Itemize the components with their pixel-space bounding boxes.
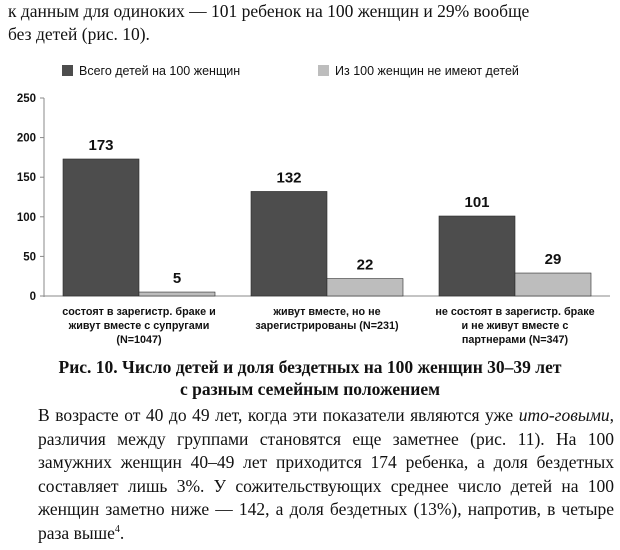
legend-swatch-total xyxy=(62,65,73,76)
paragraph-top-line-1: к данным для одиноких — 101 ребенок на 100 женщин и 29% вообще xyxy=(8,1,530,21)
paragraph-bottom-s2: , различия между группами становятся еще заметнее (рис. 11). На 100 замужних женщин 40–49 лет приходится 174 ребенка, а доля бездетных составляет лишь 3%. У сожительствующих среднее число детей на 100 женщин заметно ниже — 142, а доля бездетных (13%), напротив, в четыре раза выше xyxy=(38,405,614,543)
caption-line-2: с разным семейным положением xyxy=(179,379,441,399)
bar-total-0 xyxy=(63,159,139,296)
x-category-label: (N=1047) xyxy=(116,334,162,346)
data-label-total-1: 132 xyxy=(276,169,302,187)
y-tick-label: 50 xyxy=(23,251,36,264)
data-label-childless-0: 5 xyxy=(172,270,182,288)
paragraph-bottom-text xyxy=(8,404,614,545)
paragraph-bottom-italic: ито-говыми xyxy=(518,405,610,425)
x-category-label: живут вместе с супругами xyxy=(68,320,210,332)
x-category-label: и не живут вместе с xyxy=(461,320,569,332)
data-label-total-0: 173 xyxy=(88,136,114,154)
x-category-label: состоят в зарегистр. браке и xyxy=(62,306,216,318)
figure-caption xyxy=(0,356,620,400)
bar-childless-2 xyxy=(515,273,591,296)
y-tick-label: 200 xyxy=(16,132,36,145)
y-tick-label: 250 xyxy=(16,93,36,105)
legend-label-childless: Из 100 женщин не имеют детей xyxy=(335,64,519,78)
paragraph-top xyxy=(8,0,614,46)
paragraph-bottom-s1: В возрасте от 40 до 49 лет, когда эти показатели являются уже xyxy=(38,405,519,425)
legend-swatch-childless xyxy=(318,65,329,76)
data-label-childless-2: 29 xyxy=(544,251,562,269)
bar-total-2 xyxy=(439,216,515,296)
y-tick-labels xyxy=(17,93,44,303)
data-label-childless-1: 22 xyxy=(356,256,374,274)
chart-legend xyxy=(62,64,519,78)
caption-line-1: Рис. 10. Число детей и доля бездетных на 100 женщин 30–39 лет xyxy=(58,357,562,377)
bar-chart xyxy=(0,54,620,354)
bar-total-1 xyxy=(251,191,327,296)
y-tick-label: 100 xyxy=(16,211,36,224)
y-tick-label: 150 xyxy=(16,172,36,185)
x-category-label: живут вместе, но не xyxy=(273,306,381,318)
paragraph-bottom-s3: . xyxy=(119,522,125,543)
paragraph-top-line-2: без детей (рис. 10). xyxy=(8,24,150,44)
legend-label-total: Всего детей на 100 женщин xyxy=(79,64,241,78)
x-category-labels xyxy=(62,306,594,346)
footnote-mark: 4 xyxy=(114,523,120,535)
x-category-label: не состоят в зарегистр. браке xyxy=(435,306,595,318)
y-tick-label: 0 xyxy=(29,291,36,303)
x-category-label: зарегистрированы (N=231) xyxy=(255,320,399,332)
data-label-total-2: 101 xyxy=(464,194,490,212)
bars xyxy=(63,137,591,296)
x-category-label: партнерами (N=347) xyxy=(461,334,569,346)
bar-childless-1 xyxy=(327,279,403,296)
paragraph-bottom xyxy=(8,404,614,545)
bar-childless-0 xyxy=(139,292,215,296)
